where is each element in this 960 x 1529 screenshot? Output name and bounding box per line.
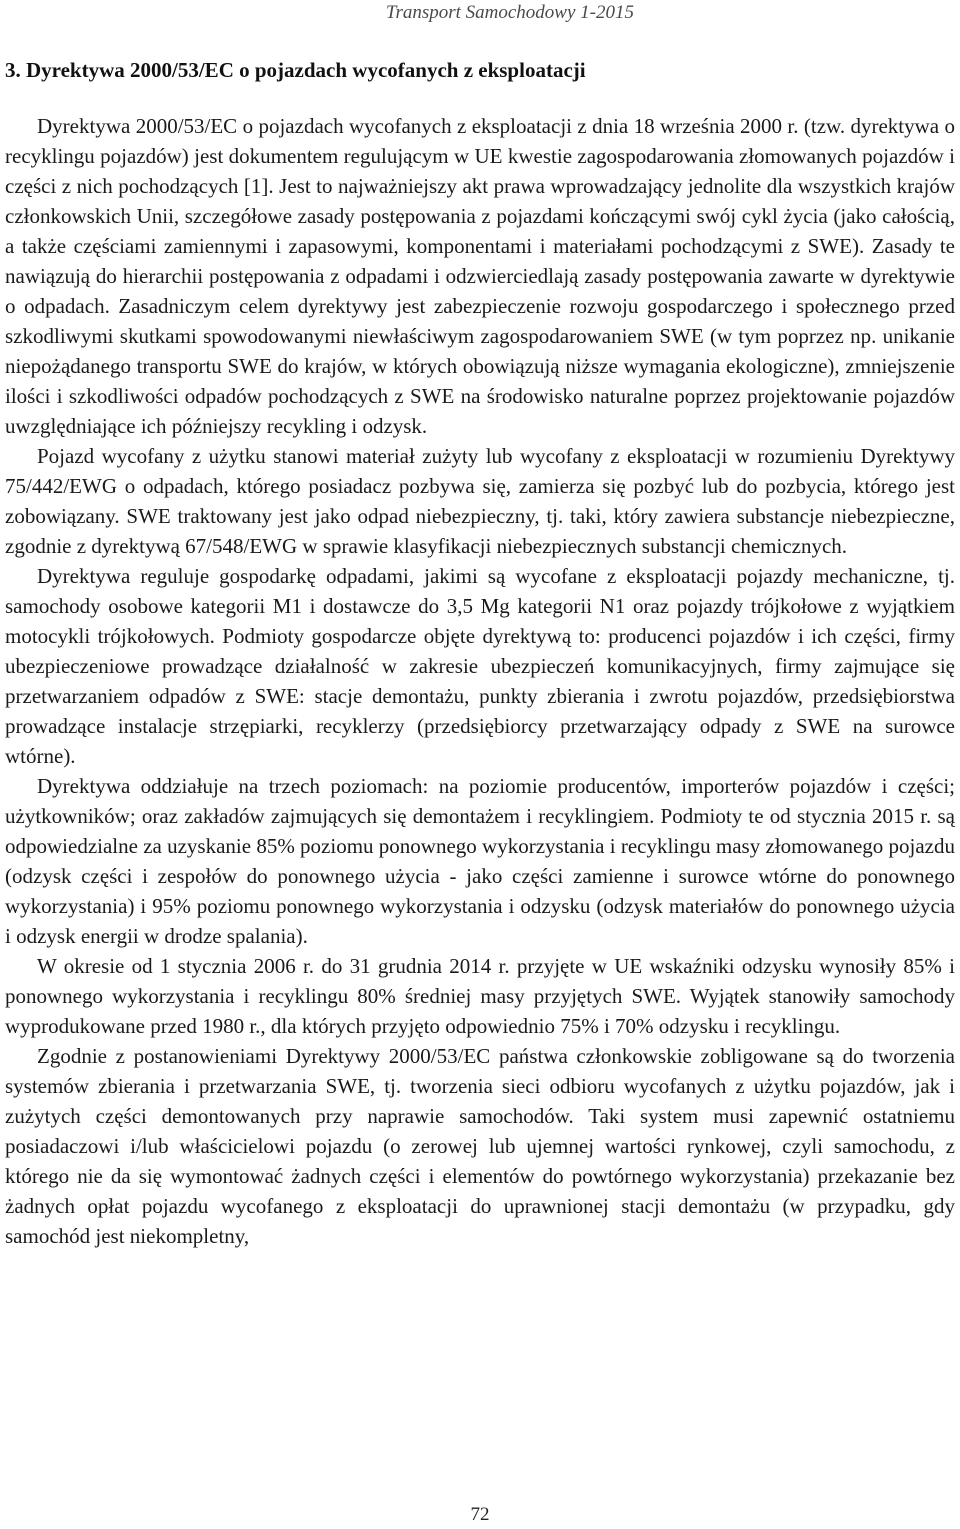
paragraph: Zgodnie z postanowieniami Dyrektywy 2000/53/EC państwa członkowskie zobligowane są do tworzenia systemów zbierania i przetwarzania SWE, tj. tworzenia sieci odbioru wycofanych z użytku pojazdów, jak i zużytych części demontowanych przy naprawie samochodów. Taki system musi zapewnić ostatniemu posiadaczowi i/lub właścicielowi pojazdu (o zerowej lub ujemnej wartości rynkowej, czyli samochodu, z którego nie da się wymontować żadnych części i elementów do powtórnego wykorzystania) przekazanie bez żadnych opłat pojazdu wycofanego z eksploatacji do uprawnionej stacji demontażu (w przypadku, gdy samochód jest niekompletny, bbox=[5, 1044, 955, 1248]
paragraph: Dyrektywa reguluje gospodarkę odpadami, jakimi są wycofane z eksploatacji pojazdy mechaniczne, tj. samochody osobowe kategorii M1 i dostawcze do 3,5 Mg kategorii N1 oraz pojazdy trójkołowe z wyjątkiem motocykli trójkołowych. Podmioty gospodarcze objęte dyrektywą to: producenci pojazdów i ich części, firmy ubezpieczeniowe prowadzące działalność w zakresie ubezpieczeń komunikacyjnych, firmy zajmujące się przetwarzaniem odpadów z SWE: stacje demontażu, punkty zbierania i zwrotu pojazdów, przedsiębiorstwa prowadzące instalacje strzępiarki, recyklerzy (przedsiębiorcy przetwarzający odpady z SWE na surowce wtórne). bbox=[5, 564, 955, 768]
page-number: 72 bbox=[470, 1504, 490, 1525]
paragraph: W okresie od 1 stycznia 2006 r. do 31 grudnia 2014 r. przyjęte w UE wskaźniki odzysku wynosiły 85% i ponownego wykorzystania i recyklingu 80% średniej masy przyjętych SWE. Wyjątek stanowiły samochody wyprodukowane przed 1980 r., dla których przyjęto odpowiednio 75% i 70% odzysku i recyklingu. bbox=[5, 954, 955, 1038]
article-body bbox=[5, 111, 955, 1251]
section-heading: 3. Dyrektywa 2000/53/EC o pojazdach wycofanych z eksploatacji bbox=[5, 58, 586, 82]
paragraph: Dyrektywa oddziałuje na trzech poziomach: na poziomie producentów, importerów pojazdów i części; użytkowników; oraz zakładów zajmujących się demontażem i recyklingiem. Podmioty te od stycznia 2015 r. są odpowiedzialne za uzyskanie 85% poziomu ponownego wykorzystania i recyklingu masy złomowanego pojazdu (odzysk części i zespołów do ponownego użycia - jako części zamienne i surowce wtórne do ponownego wykorzystania) i 95% poziomu ponownego wykorzystania i odzysku (odzysk materiałów do ponownego użycia i odzysk energii w drodze spalania). bbox=[5, 774, 955, 948]
paragraph: Dyrektywa 2000/53/EC o pojazdach wycofanych z eksploatacji z dnia 18 września 2000 r. (tzw. dyrektywa o recyklingu pojazdów) jest dokumentem regulującym w UE kwestie zagospodarowania złomowanych pojazdów i części z nich pochodzących [1]. Jest to najważniejszy akt prawa wprowadzający jednolite dla wszystkich krajów członkowskich Unii, szczegółowe zasady postępowania z pojazdami kończącymi swój cykl życia (jako całością, a także częściami zamiennymi i zapasowymi, komponentami i materiałami pochodzącymi z SWE). Zasady te nawiązują do hierarchii postępowania z odpadami i odzwierciedlają zasady postępowania zawarte w dyrektywie o odpadach. Zasadniczym celem dyrektywy jest zabezpieczenie rozwoju gospodarczego i społecznego przed szkodliwymi skutkami spowodowanymi niewłaściwym zagospodarowaniem SWE (w tym poprzez np. unikanie niepożądanego transportu SWE do krajów, w których obowiązują niższe wymagania ekologiczne), zmniejszenie ilości i szkodliwości odpadów pochodzących z SWE na środowisko naturalne poprzez projektowanie pojazdów uwzględniające ich późniejszy recykling i odzysk. bbox=[5, 114, 955, 438]
journal-running-header: Transport Samochodowy 1-2015 bbox=[385, 2, 634, 23]
paragraph: Pojazd wycofany z użytku stanowi materiał zużyty lub wycofany z eksploatacji w rozumieniu Dyrektywy 75/442/EWG o odpadach, którego posiadacz pozbywa się, zamierza się pozbyć lub do pozbycia, którego jest zobowiązany. SWE traktowany jest jako odpad niebezpieczny, tj. taki, który zawiera substancje niebezpieczne, zgodnie z dyrektywą 67/548/EWG w sprawie klasyfikacji niebezpiecznych substancji chemicznych. bbox=[5, 444, 955, 558]
